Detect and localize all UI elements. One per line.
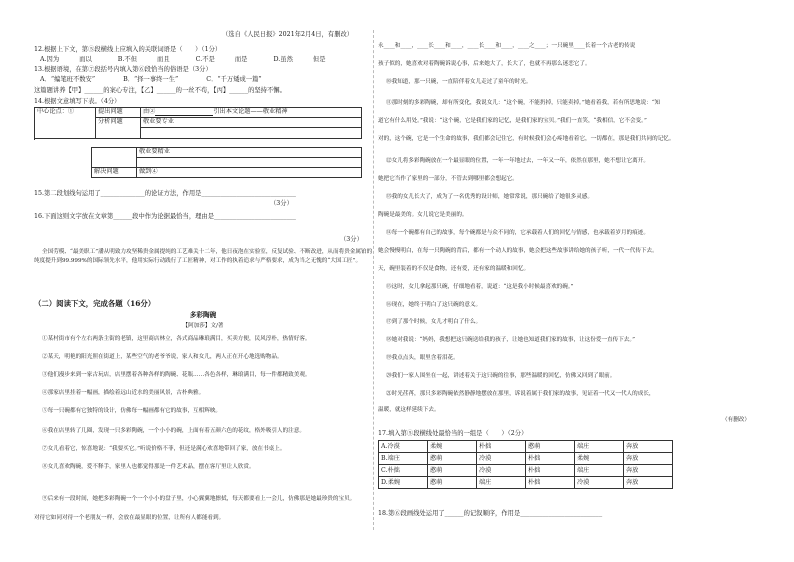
right-line-21: 温暖，就这样延续下去。 <box>378 407 440 413</box>
q17-row-b[interactable]: B.端庄 憨萌 冷漠 朴拙 柔婉 奔放 <box>379 453 673 465</box>
solve-problem-label: 解决问题 <box>92 168 137 178</box>
q12-option-d[interactable]: D.虽然 <box>273 56 293 63</box>
question-13: 13.根据语境，在第⑦段括号内填入第⑥段恰当的俗语是（3分） <box>34 66 212 73</box>
right-line-12: 她会慢慢明白，在每一只陶碗的背后，都有一个动人的故事，她会把这些故事讲给她的孩子听，一代一代传下去。 <box>378 248 658 254</box>
q12-option-c2: 而是 <box>234 56 248 63</box>
right-line-8: 她把它当作了家里的一部分，不管去到哪里都会想起它。 <box>378 176 518 182</box>
right-line-20: ㉑时光荏苒，那只多彩陶碗依然静静地摆放在那里，诉说着属于我们家的故事，见证着一代又一代人的成长， <box>386 391 655 397</box>
page-divider <box>373 30 374 530</box>
para-7: ⑦女儿看着它，惊喜地说：“我要买它。”听说价格不菲，但还是满心欢喜地带回了家，放在书桌上。 <box>42 446 286 452</box>
right-line-19: ⑳我们一家人围坐在一起，讲述着关于这只碗的往事，那些温暖的回忆，仿佛又回到了眼前。 <box>386 373 616 379</box>
q17-answer-table <box>378 440 673 489</box>
question-13-options <box>40 76 262 84</box>
q12-option-a[interactable]: A.因为 <box>40 56 60 63</box>
right-line-15: ⑯现在，她终于明白了这只碗的意义。 <box>386 302 482 308</box>
right-line-14: ⑮这时，女儿拿起那只碗，仔细地看着，说道：“这是我小时候最喜欢的碗。” <box>386 284 574 290</box>
article-title: 多彩陶碗 <box>189 311 217 319</box>
para-9: ⑨后来有一段时间，她把多彩陶碗一个一个小小的盘子里，小心翼翼地擦拭，每天都要看上一会儿，仿佛那是她最珍贵的宝贝。 <box>42 496 356 502</box>
para-5: ⑤每一只碗都有它独特的设计，仿佛每一幅画都有它的故事，互相辉映。 <box>42 408 222 414</box>
question-15: 15.第二段划线句运用了______________的论证方法，作用是______________________________ <box>34 190 296 197</box>
q13-option-c[interactable]: C．“千万矮成一篇” <box>206 76 262 83</box>
article-author: 【阿加莎】文/著 <box>182 323 224 329</box>
para-9-cont: 对待它如同对待一个老朋友一样，会放在最显眼的位置，让所有人都能看到。 <box>34 515 225 521</box>
q12-option-b[interactable]: B.不但 <box>117 56 138 63</box>
right-line-1: 永____和____，____长____和____，____长____和____，____之____；一只碗里____长着一个古老的传说 <box>378 43 636 49</box>
source-note: （选自《人民日报》2021年2月4日，有删改） <box>222 31 354 38</box>
left-column <box>34 0 372 562</box>
argument-table <box>34 107 362 139</box>
central-thesis-cell[interactable]: 中心论点：① <box>35 108 96 139</box>
raise-problem-label: 提出问题 <box>96 108 141 118</box>
right-line-2: 孩子似的，她喜欢对着陶碗诉说心事，后来她大了，长大了，也就不再那么迷恋它了。 <box>378 61 591 67</box>
right-line-3: ⑩我知道，那一只碗，一直陪伴着女儿走过了童年的时光。 <box>386 79 532 85</box>
para-3: ③他们漫步来到一家古玩店，店里摆着各种各样的陶碗、花瓶……各色各样，琳琅满目，每一件都精致美观。 <box>42 372 311 378</box>
analyze-problem-label: 分析问题 <box>96 118 141 139</box>
quote-line-1: 全国劳模、“最美职工”潘从明致力攻坚稀贵金属提纯的工艺难关十二年，他日夜泡在实验室，反复试验、不断改进，从而将贵金属铂的 <box>42 249 373 255</box>
q12-option-c[interactable]: C.不是 <box>195 56 215 63</box>
question-15-score: （3分） <box>270 200 293 207</box>
q13-option-b[interactable]: B．“择一事终一生” <box>123 76 179 83</box>
q17-row-c[interactable]: C.朴拙 憨萌 冷漠 朴拙 端庄 奔放 <box>379 465 673 477</box>
q17-row-a[interactable]: A.冷漠 柔婉 朴拙 憨萌 端庄 奔放 <box>379 441 673 453</box>
analyze-row-1: 敬业要专业 <box>141 118 362 128</box>
right-line-4: ⑪那时刻的多彩陶碗，却有所变化，我说女儿：“这个碗，不能扔掉，只能卖掉。”她看着我，若有所思地说：“知 <box>386 100 661 106</box>
question-16-score: （3分） <box>340 236 363 243</box>
right-line-6: 对的，这个碗，它是一个生命的故事，我们都会记住它，有时候我们会心疼地看着它，一切都在，那是我们共同的记忆。 <box>378 136 675 142</box>
q12-option-b2: 而且 <box>157 56 170 63</box>
q13-option-a[interactable]: A．“编笔班不数安” <box>40 76 96 83</box>
para-4: ④那家店里挂着一幅画，描绘着远山近水的美丽风景，古朴典雅。 <box>42 390 205 396</box>
right-line-18: ⑲我点点头，眼里含着泪花。 <box>386 355 459 361</box>
right-line-16: ⑰到了那个时候，女儿才明白了什么。 <box>386 319 482 325</box>
solve-problem-cell[interactable]: 做到④ <box>137 168 362 178</box>
right-line-5: 道它有什么用处。”我说：“这个碗，它是我们家的记忆，是我们家的宝贝。”我们一直笑，“我相信，它不会变。” <box>378 118 647 124</box>
analyze-row-2[interactable] <box>141 128 362 139</box>
raise-problem-cell[interactable]: 由② 引出本文论题——敬业精神 <box>141 108 362 118</box>
question-17: 17.填入第⑤段横线处最恰当的一组是（ ）（2分） <box>378 430 528 437</box>
analyze-row-3: 敬业要精业 <box>137 148 362 158</box>
quote-line-2: 纯度提升到99.999%的国际领先水平，他用实际行动践行了工匠精神，对工作的执着追求与严格要求，成为当之无愧的“大国工匠”。 <box>34 258 362 264</box>
question-14: 14.根据文意填写下表。（4分） <box>34 98 121 105</box>
para-6: ⑥我在店里转了几圈，发现一只多彩陶碗，一个小小的碗，上面有着五颜六色的花纹，格外吸引人的注意。 <box>42 428 305 434</box>
question-12-options <box>40 56 326 64</box>
question-13-fill: 这篇题讲养【甲】______的案心专注，【乙】______的一丝不苟，【丙】______的坚持不懈。 <box>34 87 286 94</box>
right-line-13: 天，碗里装着的不仅是食物，还有爱，还有家的温暖和回忆。 <box>378 266 530 272</box>
para-2: ②某天，明艳的阳光照在街道上，某些空气的老爷爷说，家人和女儿，两人正在开心地选购物品。 <box>42 354 283 360</box>
question-16: 16.下面这则文字放在文章第______段中作为论据最恰当，理由是__________________________ <box>34 213 296 220</box>
question-18: 18.第⑥段画线处运用了______的记叙顺序，作用是__________________________ <box>378 510 603 517</box>
argument-table-lower <box>91 147 362 178</box>
right-line-10: 陶碗是最美的。女儿说它是美丽的。 <box>378 212 468 218</box>
right-line-11: ⑭每一个碗都有自己的故事，每个碗都是与众不同的，它承载着人们的回忆与情感，也承载着岁月的痕迹。 <box>386 230 649 236</box>
section-2-heading: （二）阅读下文，完成各题（16分） <box>34 299 156 308</box>
para-1: ①某村街市有个左右两条主街的老镇，这里商店林立，各式商品琳琅满目，买卖方便，民风淳朴，热情好客。 <box>42 336 311 342</box>
right-column <box>378 0 760 562</box>
right-line-7: ⑫女儿将多彩陶碗放在一个最显眼的位置，一年一年地过去，一年又一年，依然在那里，她不想让它离开。 <box>386 158 649 164</box>
right-line-9: ⑬我的女儿长大了，成为了一名优秀的设计师，她常常说，那只碗给了她很多灵感。 <box>386 194 593 200</box>
para-8: ⑧女儿喜欢陶碗，爱不释手，家里人也都觉得那是一件艺术品，摆在客厅里让人欣赏。 <box>42 464 255 470</box>
abridged-note: （有删改） <box>722 417 750 423</box>
question-12: 12.根据上下文，第⑤段横线上应填入的关联词语是（ ）（1分） <box>34 46 222 53</box>
right-line-17: ⑱她对我说：“妈妈，我想把这只碗送给我的孩子，让她也知道我们家的故事，让这份爱一直传下去。” <box>386 337 636 343</box>
q17-row-d[interactable]: D.柔婉 憨萌 端庄 朴拙 冷漠 奔放 <box>379 477 673 489</box>
q12-option-d2: 但是 <box>312 56 326 63</box>
q12-option-a2: 而以 <box>79 56 92 63</box>
